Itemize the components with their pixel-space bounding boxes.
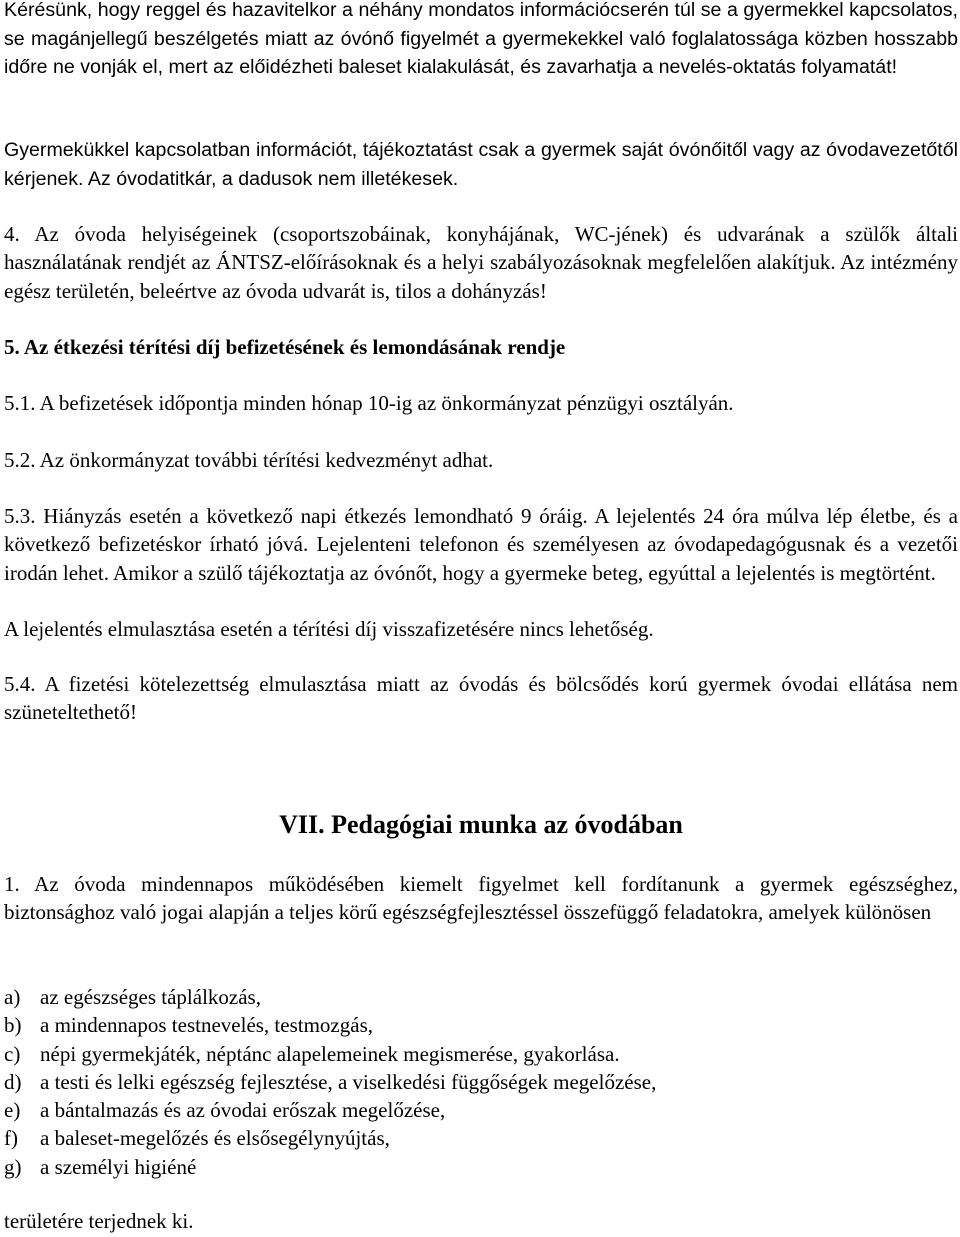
list-key: b)	[4, 1013, 22, 1038]
list-text: népi gyermekjáték, néptánc alapelemeinek megismerése, gyakorlása.	[40, 1041, 620, 1066]
list-item	[4, 1124, 958, 1152]
section-5-2-paragraph: 5.2. Az önkormányzat további térítési kedvezményt adhat.	[4, 448, 494, 472]
information-sentence: Gyermekükkel kapcsolatban információt, tájékoztatást csak a gyermek saját óvónőitől vagy az óvodavezetőtől kérjenek.	[4, 139, 958, 190]
list-text: a baleset-megelőzés és elsősegélynyújtás,	[40, 1126, 390, 1151]
chapter-7-intro: 1. Az óvoda mindennapos működésében kiemelt figyelmet kell fordítanunk a gyermek egészséghez, biztonsághoz való jogai alapján a teljes körű egészségfejlesztéssel összefüggő feladatokra, amelyek különösen	[4, 872, 958, 925]
section-5-3-paragraph: 5.3. Hiányzás esetén a következő napi étkezés lemondható 9 óráig. A lejelentés 24 óra múlva lép életbe, és a következő befizetéskor írható jóvá. Lejelenteni telefonon és személyesen az óvodapedagógusnak és a vezetői irodán lehet. Amikor a szülő tájékoztatja az óvónőt, hogy a gyermeke beteg, egyúttal a lejelentés is megtörtént.	[4, 504, 958, 585]
list-text: a mindennapos testnevelés, testmozgás,	[40, 1013, 373, 1038]
list-key: c)	[4, 1041, 21, 1066]
chapter-7-title: VII. Pedagógiai munka az óvodában	[279, 810, 683, 839]
list-item	[4, 983, 958, 1011]
information-paragraph	[4, 136, 958, 193]
list-item	[4, 1096, 958, 1124]
list-key: f)	[4, 1126, 18, 1151]
list-key: d)	[4, 1069, 22, 1094]
list-item	[4, 1040, 958, 1068]
list-key: a)	[4, 985, 21, 1009]
not-responsible-sentence: Az óvodatitkár, a dadusok nem illetékesek.	[87, 167, 459, 190]
list-item	[4, 1153, 958, 1181]
section-4-paragraph: 4. Az óvoda helyiségeinek (csoportszobáinak, konyhájának, WC-jének) és udvarának a szülők általi használatának rendjét az ÁNTSZ-előírásoknak és a helyi szabályozásoknak megfelelően alakítjuk. Az intézmény egész területén, beleértve az óvoda udvarát is, tilos a dohányzás!	[4, 222, 958, 303]
chapter-7-closing: területére terjednek ki.	[4, 1209, 194, 1233]
section-5-4-paragraph: 5.4. A fizetési kötelezettség elmulasztása miatt az óvodás és bölcsődés korú gyermek óvodai ellátása nem szüneteltethető!	[4, 672, 958, 725]
task-list	[4, 983, 958, 1181]
section-5-1-paragraph: 5.1. A befizetések időpontja minden hónap 10-ig az önkormányzat pénzügyi osztályán.	[4, 391, 734, 415]
list-text: az egészséges táplálkozás,	[40, 985, 261, 1009]
section-5-3-note: A lejelentés elmulasztása esetén a térítési díj visszafizetésére nincs lehetőség.	[4, 617, 654, 641]
list-item	[4, 1068, 958, 1096]
list-text: a személyi higiéné	[40, 1154, 197, 1179]
list-key: g)	[4, 1154, 22, 1179]
list-item	[4, 1011, 958, 1039]
section-5-heading: 5. Az étkezési térítési díj befizetésének és lemondásának rendje	[4, 335, 566, 359]
list-key: e)	[4, 1098, 21, 1123]
list-text: a testi és lelki egészség fejlesztése, a viselkedési függőségek megelőzése,	[40, 1069, 657, 1094]
parent-request-paragraph: Kérésünk, hogy reggel és hazavitelkor a néhány mondatos információcserén túl se a gyermekkel kapcsolatos, se magánjellegű beszélgetés miatt az óvónő figyelmét a gyermekekkel való foglalatossága közben hosszabb időre ne vonják el, mert az előidézheti baleset kialakulását, és zavarhatja a nevelés-oktatás folyamatát!	[4, 0, 958, 78]
list-text: a bántalmazás és az óvodai erőszak megelőzése,	[40, 1098, 446, 1123]
